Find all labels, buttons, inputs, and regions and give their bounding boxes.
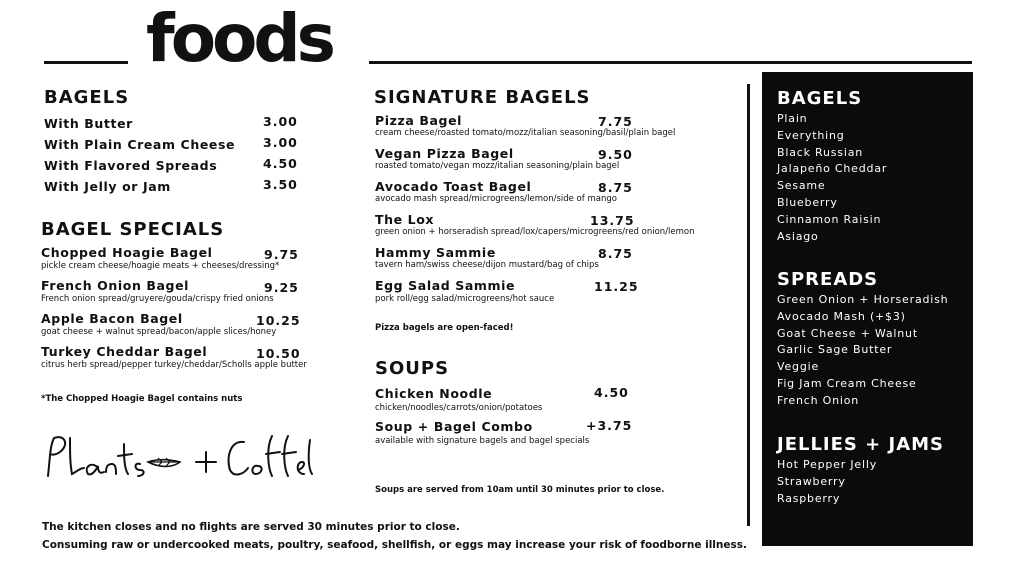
- title-rule-left: [44, 61, 128, 64]
- panel-bagel-item: Cinnamon Raisin: [777, 212, 882, 226]
- panel-spread-item: Garlic Sage Butter: [777, 343, 893, 357]
- page-title: foods: [146, 0, 332, 77]
- signature-item-desc: roasted tomato/vegan mozz/italian seasoning/plain bagel: [375, 161, 620, 171]
- bagels-heading: BAGELS: [44, 87, 130, 108]
- special-item-name: Apple Bacon Bagel: [41, 311, 183, 326]
- signature-item-name: Egg Salad Sammie: [375, 278, 516, 293]
- signature-item-price: 7.75: [598, 114, 633, 129]
- special-item-desc: goat cheese + walnut spread/bacon/apple slices/honey: [41, 327, 277, 337]
- soup-item-price: 4.50: [594, 385, 629, 400]
- signature-bagels-heading: SIGNATURE BAGELS: [374, 87, 591, 108]
- special-item-desc: pickle cream cheese/hoagie meats + cheeses/dressing*: [41, 261, 280, 271]
- pizza-note: Pizza bagels are open-faced!: [375, 323, 514, 333]
- panel-spread-item: Fig Jam Cream Cheese: [777, 376, 917, 390]
- soups-heading: SOUPS: [375, 358, 450, 379]
- allergy-note: *The Chopped Hoagie Bagel contains nuts: [41, 394, 243, 404]
- signature-item-price: 13.75: [590, 213, 635, 228]
- bagel-item-price: 3.00: [263, 135, 298, 150]
- panel-spreads-heading: SPREADS: [777, 269, 879, 290]
- bagel-item-name: With Flavored Spreads: [44, 158, 218, 173]
- panel-spread-item: French Onion: [777, 393, 860, 407]
- panel-bagel-item: Jalapeño Cheddar: [777, 162, 888, 176]
- signature-item-desc: pork roll/egg salad/microgreens/hot sauce: [375, 294, 555, 304]
- panel-spreads-list: [777, 292, 948, 410]
- signature-item-desc: green onion + horseradish spread/lox/capers/microgreens/red onion/lemon: [375, 227, 695, 237]
- bagel-item-name: With Jelly or Jam: [44, 179, 171, 194]
- signature-item-name: Pizza Bagel: [375, 113, 463, 128]
- bagel-item-price: 4.50: [263, 156, 298, 171]
- panel-jellies-list: [777, 457, 877, 507]
- panel-bagels-heading: BAGELS: [777, 88, 863, 109]
- footer-kitchen-note: The kitchen closes and no flights are served 30 minutes prior to close.: [42, 521, 460, 533]
- signature-item-name: Hammy Sammie: [375, 245, 496, 260]
- panel-spread-item: Avocado Mash (+$3): [777, 309, 906, 323]
- signature-item-price: 8.75: [598, 180, 633, 195]
- bagel-item-price: 3.00: [263, 114, 298, 129]
- special-item-desc: citrus herb spread/pepper turkey/cheddar/Scholls apple butter: [41, 360, 307, 370]
- signature-item-price: 9.50: [598, 147, 633, 162]
- special-item-price: 10.50: [256, 346, 301, 361]
- bagel-specials-heading: BAGEL SPECIALS: [41, 219, 225, 240]
- panel-bagels-list: [777, 111, 887, 245]
- signature-item-name: Vegan Pizza Bagel: [375, 146, 514, 161]
- signature-item-desc: cream cheese/roasted tomato/mozz/italian seasoning/basil/plain bagel: [375, 128, 676, 138]
- panel-spread-item: Veggie: [777, 360, 820, 374]
- panel-bagel-item: Black Russian: [777, 145, 864, 159]
- bagel-item-price: 3.50: [263, 177, 298, 192]
- soup-hours-note: Soups are served from 10am until 30 minutes prior to close.: [375, 485, 665, 495]
- options-panel: [762, 72, 973, 546]
- panel-bagel-item: Plain: [777, 112, 808, 125]
- panel-spread-item: Goat Cheese + Walnut: [777, 326, 918, 340]
- panel-spread-item: Green Onion + Horseradish: [777, 293, 949, 306]
- special-item-price: 9.25: [264, 280, 299, 295]
- plants-coffee-signature-logo: [40, 428, 320, 488]
- soup-item-price: +3.75: [586, 418, 633, 433]
- signature-item-price: 8.75: [598, 246, 633, 261]
- special-item-price: 10.25: [256, 313, 301, 328]
- panel-bagel-item: Blueberry: [777, 195, 838, 209]
- special-item-name: Turkey Cheddar Bagel: [41, 344, 208, 359]
- signature-item-desc: tavern ham/swiss cheese/dijon mustard/bag of chips: [375, 260, 599, 270]
- bagel-item-name: With Plain Cream Cheese: [44, 137, 236, 152]
- panel-jelly-item: Hot Pepper Jelly: [777, 458, 878, 471]
- panel-jellies-heading: JELLIES + JAMS: [777, 434, 945, 455]
- panel-jelly-item: Raspberry: [777, 491, 841, 505]
- title-rule-right: [369, 61, 972, 64]
- panel-jelly-item: Strawberry: [777, 474, 846, 488]
- signature-item-desc: avocado mash spread/microgreens/lemon/side of mango: [375, 194, 617, 204]
- special-item-desc: French onion spread/gruyere/gouda/crispy fried onions: [41, 294, 274, 304]
- bagel-item-name: With Butter: [44, 116, 133, 131]
- soup-item-desc: chicken/noodles/carrots/onion/potatoes: [375, 403, 543, 413]
- soup-item-name: Chicken Noodle: [375, 386, 493, 401]
- soup-item-name: Soup + Bagel Combo: [375, 419, 533, 434]
- special-item-name: French Onion Bagel: [41, 278, 190, 293]
- soup-item-desc: available with signature bagels and bagel specials: [375, 436, 590, 446]
- signature-item-price: 11.25: [594, 279, 639, 294]
- panel-bagel-item: Asiago: [777, 229, 819, 243]
- footer-health-warning: Consuming raw or undercooked meats, poultry, seafood, shellfish, or eggs may increase your risk of foodborne illness.: [42, 539, 747, 551]
- special-item-price: 9.75: [264, 247, 299, 262]
- column-divider: [747, 84, 750, 526]
- panel-bagel-item: Everything: [777, 128, 845, 142]
- signature-item-name: Avocado Toast Bagel: [375, 179, 532, 194]
- signature-item-name: The Lox: [375, 212, 435, 227]
- special-item-name: Chopped Hoagie Bagel: [41, 245, 213, 260]
- panel-bagel-item: Sesame: [777, 179, 826, 193]
